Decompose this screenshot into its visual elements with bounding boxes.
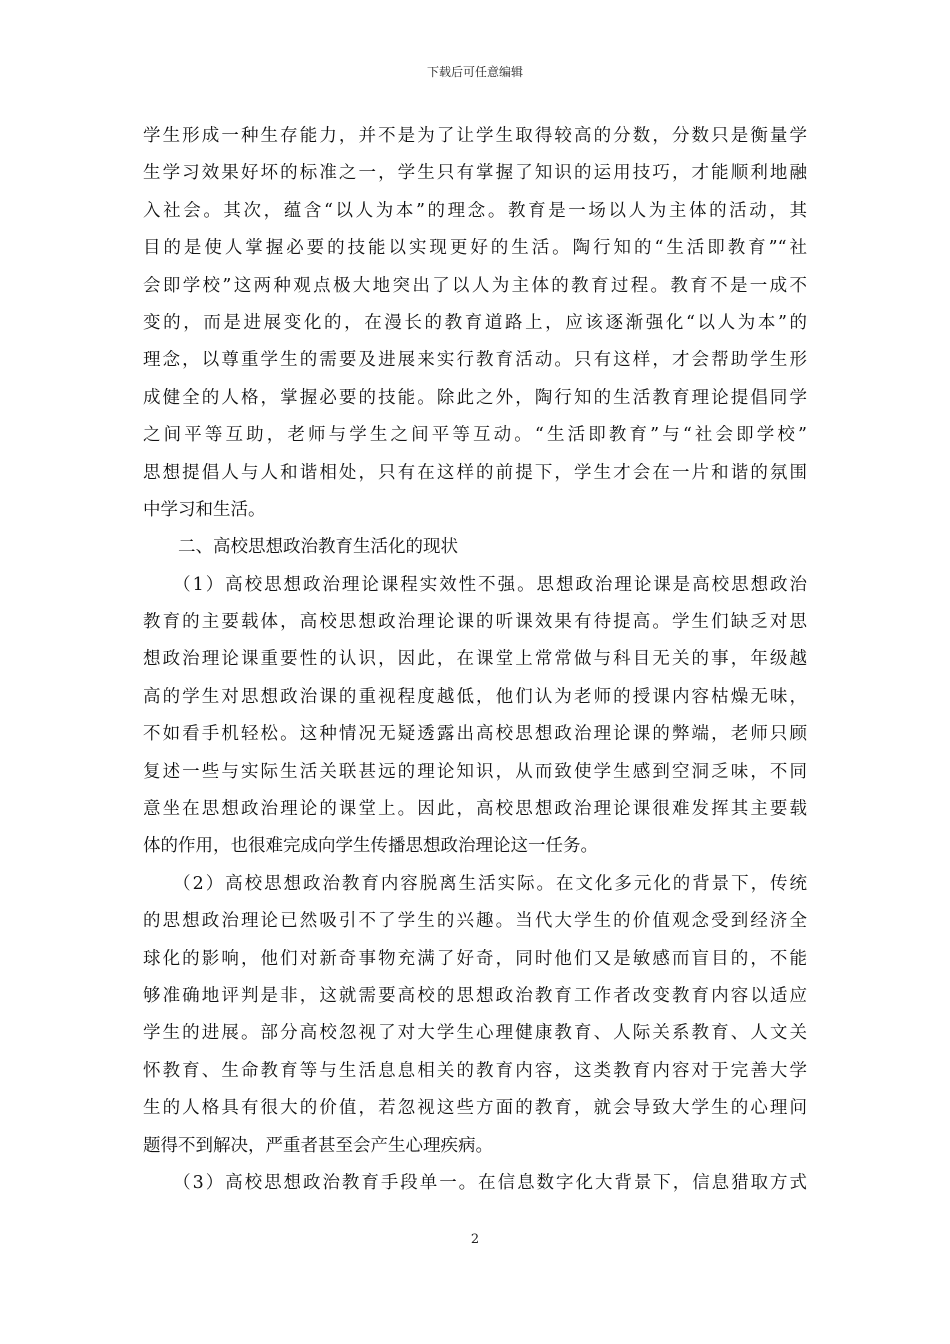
body-line: 够准确地评判是非，这就需要高校的思想政治教育工作者改变教育内容以适应 bbox=[143, 985, 807, 1006]
body-line: 教育的主要载体，高校思想政治理论课的听课效果有待提高。学生们缺乏对思 bbox=[143, 612, 807, 633]
body-line: 不如看手机轻松。这种情况无疑透露出高校思想政治理论课的弊端，老师只顾 bbox=[143, 724, 807, 745]
body-line: 入社会。其次，蕴含“以人为本”的理念。教育是一场以人为主体的活动，其 bbox=[143, 200, 807, 221]
document-body bbox=[143, 118, 807, 1202]
body-line: 思想提倡人与人和谐相处，只有在这样的前提下，学生才会在一片和谐的氛围 bbox=[143, 462, 807, 483]
body-line: 中学习和生活。 bbox=[143, 499, 266, 520]
body-line: 学生的进展。部分高校忽视了对大学生心理健康教育、人际关系教育、人文关 bbox=[143, 1023, 807, 1044]
body-line: （3）高校思想政治教育手段单一。在信息数字化大背景下，信息猎取方式 bbox=[143, 1172, 807, 1193]
body-line: 球化的影响，他们对新奇事物充满了好奇，同时他们又是敏感而盲目的，不能 bbox=[143, 948, 807, 969]
body-line: 想政治理论课重要性的认识，因此，在课堂上常常做与科目无关的事，年级越 bbox=[143, 649, 807, 670]
body-line: 变的，而是进展变化的，在漫长的教育道路上，应该逐渐强化“以人为本”的 bbox=[143, 312, 807, 333]
body-line: （1）高校思想政治理论课程实效性不强。思想政治理论课是高校思想政治 bbox=[143, 574, 807, 595]
body-line: 体的作用，也很难完成向学生传播思想政治理论这一任务。 bbox=[143, 836, 598, 857]
body-line: 会即学校”这两种观点极大地突出了以人为主体的教育过程。教育不是一成不 bbox=[143, 275, 807, 296]
page-header: 下载后可任意编辑 bbox=[426, 65, 523, 79]
body-line: 的思想政治理论已然吸引不了学生的兴趣。当代大学生的价值观念受到经济全 bbox=[143, 911, 807, 932]
body-line: 目的是使人掌握必要的技能以实现更好的生活。陶行知的“生活即教育”“社 bbox=[143, 238, 807, 259]
body-line: 高的学生对思想政治课的重视程度越低，他们认为老师的授课内容枯燥无味， bbox=[143, 686, 807, 707]
body-line: 理念，以尊重学生的需要及进展来实行教育活动。只有这样，才会帮助学生形 bbox=[143, 350, 807, 371]
body-line: （2）高校思想政治教育内容脱离生活实际。在文化多元化的背景下，传统 bbox=[143, 873, 807, 894]
body-line: 学生形成一种生存能力，并不是为了让学生取得较高的分数，分数只是衡量学 bbox=[143, 126, 807, 146]
section-heading: 二、高校思想政治教育生活化的现状 bbox=[143, 537, 458, 558]
body-line: 复述一些与实际生活关联甚远的理论知识，从而致使学生感到空洞乏味，不同 bbox=[143, 761, 807, 782]
body-line: 生的人格具有很大的价值，若忽视这些方面的教育，就会导致大学生的心理问 bbox=[143, 1098, 807, 1119]
body-line: 怀教育、生命教育等与生活息息相关的教育内容，这类教育内容对于完善大学 bbox=[143, 1060, 807, 1081]
body-line: 之间平等互助，老师与学生之间平等互动。“生活即教育”与“社会即学校” bbox=[143, 425, 807, 446]
body-line: 意坐在思想政治理论的课堂上。因此，高校思想政治理论课很难发挥其主要载 bbox=[143, 799, 807, 820]
body-line: 题得不到解决，严重者甚至会产生心理疾病。 bbox=[143, 1135, 493, 1156]
page-number: 2 bbox=[470, 1232, 480, 1247]
body-line: 成健全的人格，掌握必要的技能。除此之外，陶行知的生活教育理论提倡同学 bbox=[143, 387, 807, 408]
body-line: 生学习效果好坏的标准之一，学生只有掌握了知识的运用技巧，才能顺利地融 bbox=[143, 163, 807, 184]
